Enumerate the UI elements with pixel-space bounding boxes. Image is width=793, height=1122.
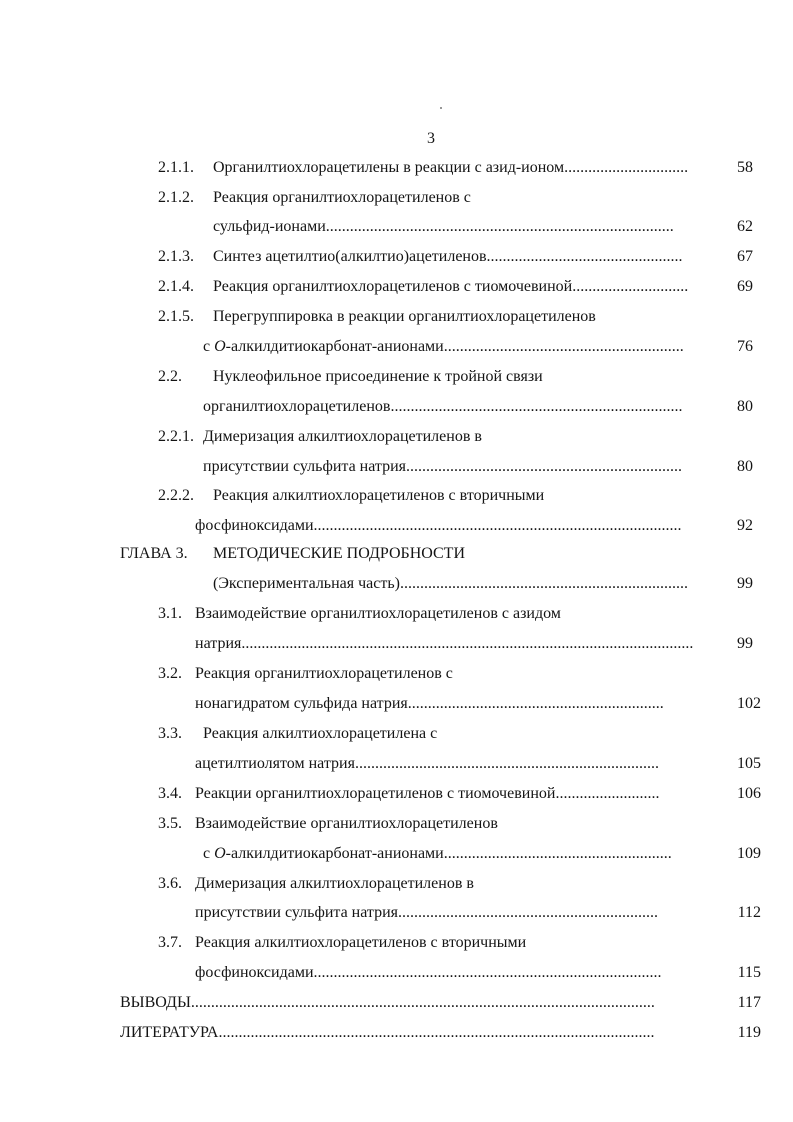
toc-page-number: 99	[737, 575, 753, 592]
toc-entry-title: Реакция органилтиохлорацетиленов с	[213, 189, 471, 206]
toc-entry-title: ВЫВОДЫ	[120, 994, 191, 1011]
toc-entry-line[interactable]	[213, 543, 753, 565]
toc-entry-number: 2.1.2.	[158, 189, 194, 206]
dot-leader: .................................................................	[398, 904, 659, 921]
toc-entry[interactable]	[195, 693, 761, 715]
toc-entry[interactable]	[203, 396, 753, 418]
toc-entry[interactable]	[213, 276, 753, 298]
dot-leader: .............................................................................................................	[218, 1024, 655, 1041]
toc-entry-number: 3.4.	[158, 785, 182, 802]
toc-entry-title: присутствии сульфита натрия	[203, 458, 407, 475]
dot-leader: .................................................................................................................	[241, 635, 694, 652]
toc-page-number: 67	[737, 248, 753, 265]
toc-entry[interactable]	[213, 573, 753, 595]
toc-entry-number: 2.2.	[158, 368, 182, 385]
toc-entry[interactable]	[213, 246, 753, 268]
toc-entry-title: натрия	[195, 635, 242, 652]
toc-entry-title: -алкилдитиокарбонат-анионами	[225, 845, 444, 862]
toc-entry-number: 2.1.1.	[158, 159, 194, 176]
toc-entry-prefix: с	[203, 845, 211, 862]
toc-entry-line[interactable]	[203, 426, 753, 448]
toc-entry-title: -алкилдитиокарбонат-анионами	[225, 338, 444, 355]
toc-entry[interactable]	[203, 336, 753, 358]
toc-entry[interactable]	[195, 515, 753, 537]
toc-entry[interactable]	[195, 633, 753, 655]
toc-page-number: 119	[737, 1024, 761, 1041]
toc-entry-title: МЕТОДИЧЕСКИЕ ПОДРОБНОСТИ	[213, 545, 465, 562]
toc-entry-title: Взаимодействие органилтиохлорацетиленов с азидом	[195, 605, 561, 622]
toc-entry-title: Синтез ацетилтио(алкилтио)ацетиленов	[213, 248, 487, 265]
toc-entry-line[interactable]	[195, 663, 753, 685]
dot-leader: .............................	[572, 278, 689, 295]
toc-page-number: 99	[737, 635, 753, 652]
toc-entry-title: Реакция органилтиохлорацетиленов с	[195, 665, 453, 682]
toc-entry-title: (Экспериментальная часть)	[213, 575, 400, 592]
toc-entry-number: 3.1.	[158, 605, 182, 622]
toc-entry-number: 3.7.	[158, 934, 182, 951]
toc-page-number: 80	[737, 398, 753, 415]
toc-entry-line[interactable]	[203, 723, 753, 745]
scan-speck	[440, 107, 442, 109]
toc-page-number: 58	[737, 159, 753, 176]
toc-page-number: 112	[737, 904, 761, 921]
dot-leader: ............................................................	[443, 338, 684, 355]
toc-entry[interactable]	[203, 456, 753, 478]
dot-leader: ...............................	[564, 159, 689, 176]
toc-entry-line[interactable]	[213, 366, 753, 388]
dot-leader: .......................................................................................	[325, 218, 674, 235]
toc-entry-number: 2.1.3.	[158, 248, 194, 265]
toc-entry-number: 2.1.4.	[158, 278, 194, 295]
toc-entry-title: ЛИТЕРАТУРА	[120, 1024, 219, 1041]
toc-entry-line[interactable]	[213, 187, 753, 209]
toc-entry-title: фосфиноксидами	[195, 964, 314, 981]
toc-entry-line[interactable]	[195, 932, 753, 954]
toc-entry-line[interactable]	[213, 306, 753, 328]
toc-page-number: 80	[737, 458, 753, 475]
toc-entry-title: Димеризация алкилтиохлорацетиленов в	[203, 428, 482, 445]
toc-entry[interactable]	[203, 843, 761, 865]
toc-page-number: 76	[737, 338, 753, 355]
toc-entry[interactable]	[195, 783, 761, 805]
toc-entry[interactable]	[213, 216, 753, 238]
toc-entry-number: 2.2.2.	[158, 487, 194, 504]
page-number: 3	[427, 130, 435, 147]
toc-page-number: 117	[737, 994, 761, 1011]
toc-entry-title: Реакция алкилтиохлорацетиленов с вторичными	[213, 487, 545, 504]
toc-page-number: 109	[737, 845, 761, 862]
toc-entry-title: Органилтиохлорацетилены в реакции с азид-ионом	[213, 159, 565, 176]
dot-leader: .....................................................................	[406, 458, 683, 475]
toc-entry-number: ГЛАВА 3.	[120, 545, 188, 562]
dot-leader: ........................................................................	[399, 575, 688, 592]
toc-entry-title: нонагидратом сульфида натрия	[195, 695, 408, 712]
toc-entry-italic: O	[214, 845, 226, 862]
toc-page-number: 62	[737, 218, 753, 235]
toc-page-number: 92	[737, 517, 753, 534]
toc-entry-title: фосфиноксидами	[195, 517, 314, 534]
toc-entry-title: Реакции органилтиохлорацетиленов с тиомочевиной	[195, 785, 556, 802]
toc-entry[interactable]	[195, 902, 761, 924]
toc-entry-title: Взаимодействие органилтиохлорацетиленов	[195, 815, 498, 832]
toc-entry-line[interactable]	[213, 485, 753, 507]
toc-entry-line[interactable]	[195, 603, 753, 625]
toc-page-number: 106	[737, 785, 761, 802]
dot-leader: ..........................	[555, 785, 660, 802]
dot-leader: .................................................	[486, 248, 683, 265]
toc-entry-line[interactable]	[195, 873, 753, 895]
toc-page-number: 105	[737, 755, 761, 772]
toc-entry-title: Нуклеофильное присоединение к тройной связи	[213, 368, 543, 385]
toc-entry-number: 2.1.5.	[158, 308, 194, 325]
dot-leader: ............................................................................	[354, 755, 659, 772]
toc-entry-title: Димеризация алкилтиохлорацетиленов в	[195, 875, 474, 892]
dot-leader: ............................................................................................	[313, 517, 682, 534]
toc-entry-number: 3.3.	[158, 725, 182, 742]
toc-entry-title: Реакция алкилтиохлорацетиленов с вторичными	[195, 934, 527, 951]
toc-entry[interactable]	[213, 157, 753, 179]
toc-entry[interactable]	[195, 962, 761, 984]
toc-entry-number: 3.5.	[158, 815, 182, 832]
toc-entry[interactable]	[120, 1022, 761, 1044]
toc-page-number: 69	[737, 278, 753, 295]
dot-leader: .......................................................................................	[313, 964, 662, 981]
toc-page-number: 102	[737, 695, 761, 712]
toc-entry-title: Реакция алкилтиохлорацетилена с	[203, 725, 438, 742]
toc-entry[interactable]	[195, 753, 761, 775]
toc-entry-title: сульфид-ионами	[213, 218, 326, 235]
dot-leader: .........................................................	[443, 845, 672, 862]
toc-entry[interactable]	[120, 992, 761, 1014]
toc-entry-prefix: с	[203, 338, 211, 355]
toc-entry-number: 3.2.	[158, 665, 182, 682]
toc-entry-italic: O	[214, 338, 226, 355]
toc-entry-number: 3.6.	[158, 875, 182, 892]
dot-leader: ....................................................................................................................	[190, 994, 655, 1011]
toc-entry-number: 2.2.1.	[158, 428, 194, 445]
toc-entry-title: присутствии сульфита натрия	[195, 904, 399, 921]
dot-leader: ................................................................	[407, 695, 664, 712]
toc-entry-title: органилтиохлорацетиленов	[203, 398, 391, 415]
toc-entry-title: Перегруппировка в реакции органилтиохлорацетиленов	[213, 308, 596, 325]
toc-entry-title: ацетилтиолятом натрия	[195, 755, 355, 772]
toc-entry-title: Реакция органилтиохлорацетиленов с тиомочевиной	[213, 278, 573, 295]
dot-leader: .........................................................................	[390, 398, 683, 415]
toc-entry-line[interactable]	[195, 813, 753, 835]
toc-page-number: 115	[737, 964, 761, 981]
